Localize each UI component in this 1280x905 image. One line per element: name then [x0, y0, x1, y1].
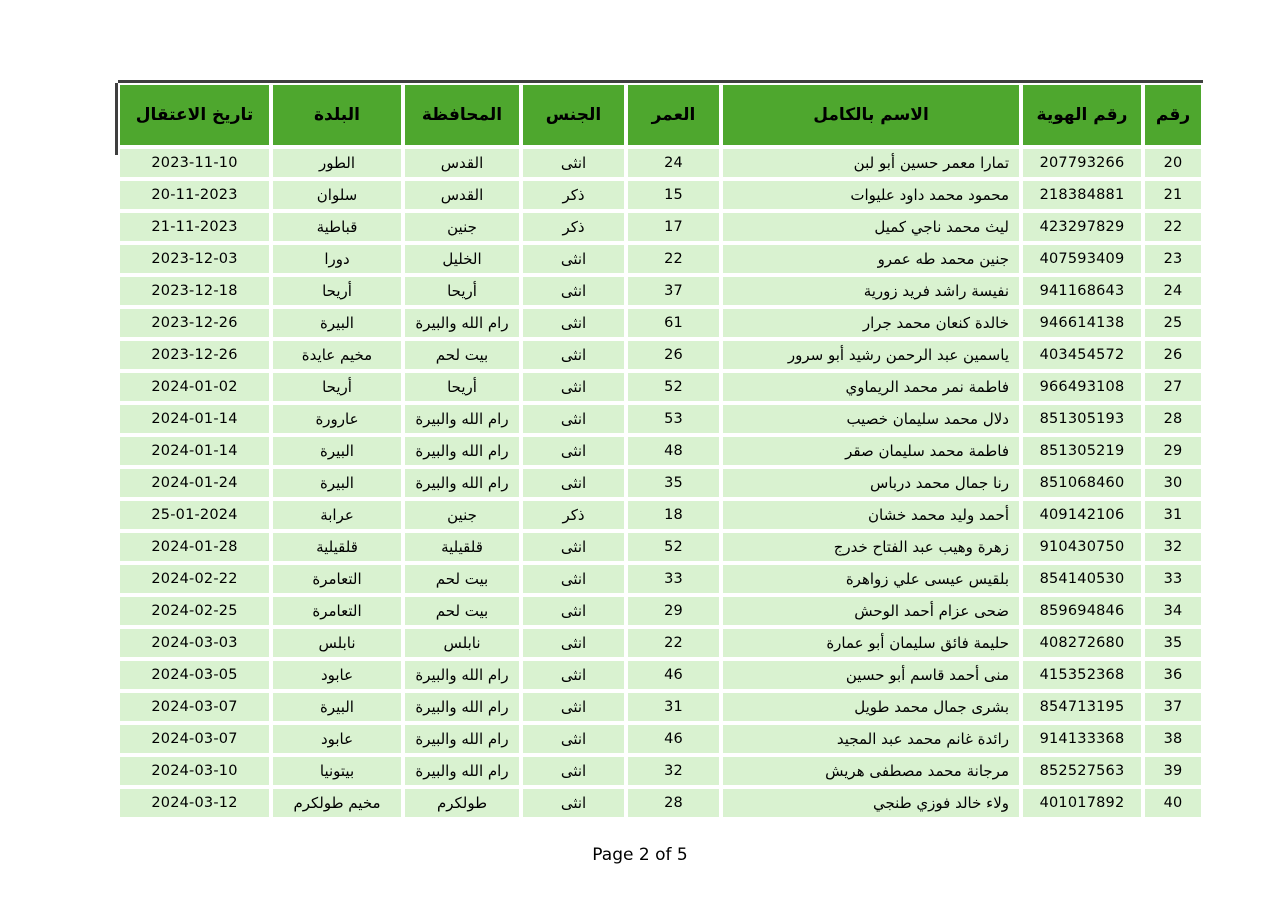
cell-name: حليمة فائق سليمان أبو عمارة — [721, 627, 1021, 659]
cell-governorate: رام الله والبيرة — [403, 435, 521, 467]
cell-num: 30 — [1143, 467, 1203, 499]
cell-town: أريحا — [271, 275, 403, 307]
cell-gender: انثى — [521, 403, 626, 435]
cell-town: مخيم عايدة — [271, 339, 403, 371]
cell-num: 32 — [1143, 531, 1203, 563]
cell-age: 17 — [626, 211, 721, 243]
cell-date: 2024-03-07 — [118, 691, 271, 723]
cell-name: تمارا معمر حسين أبو لبن — [721, 147, 1021, 179]
header-cell-gender: الجنس — [521, 83, 626, 147]
cell-num: 29 — [1143, 435, 1203, 467]
cell-gender: ذكر — [521, 499, 626, 531]
cell-id: 408272680 — [1021, 627, 1143, 659]
cell-town: نابلس — [271, 627, 403, 659]
cell-name: زهرة وهيب عبد الفتاح خدرج — [721, 531, 1021, 563]
cell-gender: انثى — [521, 307, 626, 339]
cell-id: 946614138 — [1021, 307, 1143, 339]
cell-gender: انثى — [521, 627, 626, 659]
cell-gender: انثى — [521, 723, 626, 755]
cell-age: 22 — [626, 627, 721, 659]
page-number-footer: Page 2 of 5 — [592, 845, 688, 865]
cell-id: 854713195 — [1021, 691, 1143, 723]
cell-town: البيرة — [271, 467, 403, 499]
cell-age: 29 — [626, 595, 721, 627]
cell-gender: انثى — [521, 691, 626, 723]
table-row — [118, 211, 1203, 243]
cell-date: 2024-03-07 — [118, 723, 271, 755]
cell-num: 36 — [1143, 659, 1203, 691]
cell-date: 2023-12-26 — [118, 307, 271, 339]
cell-date: 2023-12-03 — [118, 243, 271, 275]
cell-id: 941168643 — [1021, 275, 1143, 307]
cell-town: بيتونيا — [271, 755, 403, 787]
cell-num: 39 — [1143, 755, 1203, 787]
table-row — [118, 147, 1203, 179]
cell-id: 851305193 — [1021, 403, 1143, 435]
cell-governorate: رام الله والبيرة — [403, 307, 521, 339]
cell-num: 26 — [1143, 339, 1203, 371]
cell-governorate: بيت لحم — [403, 339, 521, 371]
cell-id: 207793266 — [1021, 147, 1143, 179]
cell-age: 48 — [626, 435, 721, 467]
cell-governorate: رام الله والبيرة — [403, 403, 521, 435]
cell-name: بلقيس عيسى علي زواهرة — [721, 563, 1021, 595]
header-row — [118, 83, 1203, 147]
cell-governorate: بيت لحم — [403, 595, 521, 627]
table-row — [118, 787, 1203, 819]
cell-num: 21 — [1143, 179, 1203, 211]
cell-age: 15 — [626, 179, 721, 211]
cell-name: خالدة كنعان محمد جرار — [721, 307, 1021, 339]
cell-date: 2024-01-28 — [118, 531, 271, 563]
cell-num: 35 — [1143, 627, 1203, 659]
cell-governorate: جنين — [403, 499, 521, 531]
cell-num: 25 — [1143, 307, 1203, 339]
cell-name: أحمد وليد محمد خشان — [721, 499, 1021, 531]
cell-num: 31 — [1143, 499, 1203, 531]
cell-age: 22 — [626, 243, 721, 275]
cell-town: قلقيلية — [271, 531, 403, 563]
cell-id: 854140530 — [1021, 563, 1143, 595]
table-row — [118, 563, 1203, 595]
cell-town: أريحا — [271, 371, 403, 403]
cell-num: 20 — [1143, 147, 1203, 179]
cell-age: 18 — [626, 499, 721, 531]
table-row — [118, 691, 1203, 723]
cell-governorate: قلقيلية — [403, 531, 521, 563]
cell-age: 61 — [626, 307, 721, 339]
cell-governorate: رام الله والبيرة — [403, 755, 521, 787]
table-row — [118, 179, 1203, 211]
cell-date: 2023-12-26 — [118, 339, 271, 371]
table-row — [118, 531, 1203, 563]
cell-governorate: نابلس — [403, 627, 521, 659]
table-row — [118, 339, 1203, 371]
cell-date: 2024-01-24 — [118, 467, 271, 499]
cell-name: ياسمين عبد الرحمن رشيد أبو سرور — [721, 339, 1021, 371]
cell-num: 22 — [1143, 211, 1203, 243]
cell-age: 46 — [626, 659, 721, 691]
cell-num: 27 — [1143, 371, 1203, 403]
cell-gender: انثى — [521, 243, 626, 275]
cell-town: عرابة — [271, 499, 403, 531]
cell-age: 52 — [626, 371, 721, 403]
cell-name: رائدة غانم محمد عبد المجيد — [721, 723, 1021, 755]
cell-name: ضحى عزام أحمد الوحش — [721, 595, 1021, 627]
cell-governorate: طولكرم — [403, 787, 521, 819]
cell-num: 40 — [1143, 787, 1203, 819]
cell-gender: ذكر — [521, 211, 626, 243]
cell-town: التعامرة — [271, 563, 403, 595]
cell-id: 409142106 — [1021, 499, 1143, 531]
cell-id: 852527563 — [1021, 755, 1143, 787]
cell-num: 24 — [1143, 275, 1203, 307]
cell-date: 20-11-2023 — [118, 179, 271, 211]
table-row — [118, 595, 1203, 627]
header-cell-id: رقم الهوية — [1021, 83, 1143, 147]
cell-name: محمود محمد داود عليوات — [721, 179, 1021, 211]
cell-town: سلوان — [271, 179, 403, 211]
cell-governorate: جنين — [403, 211, 521, 243]
cell-id: 851068460 — [1021, 467, 1143, 499]
cell-name: فاطمة نمر محمد الريماوي — [721, 371, 1021, 403]
cell-name: نفيسة راشد فريد زورية — [721, 275, 1021, 307]
cell-gender: انثى — [521, 435, 626, 467]
cell-date: 2023-12-18 — [118, 275, 271, 307]
cell-name: ليث محمد ناجي كميل — [721, 211, 1021, 243]
cell-town: قباطية — [271, 211, 403, 243]
cell-name: جنين محمد طه عمرو — [721, 243, 1021, 275]
cell-age: 31 — [626, 691, 721, 723]
cell-date: 25-01-2024 — [118, 499, 271, 531]
cell-id: 910430750 — [1021, 531, 1143, 563]
cell-town: الطور — [271, 147, 403, 179]
cell-date: 2024-02-22 — [118, 563, 271, 595]
cell-name: مرجانة محمد مصطفى هريش — [721, 755, 1021, 787]
cell-date: 2023-11-10 — [118, 147, 271, 179]
cell-governorate: أريحا — [403, 275, 521, 307]
cell-governorate: أريحا — [403, 371, 521, 403]
table-body — [118, 147, 1203, 819]
cell-date: 2024-03-12 — [118, 787, 271, 819]
cell-id: 415352368 — [1021, 659, 1143, 691]
cell-town: التعامرة — [271, 595, 403, 627]
cell-name: ولاء خالد فوزي طنجي — [721, 787, 1021, 819]
cell-num: 33 — [1143, 563, 1203, 595]
cell-governorate: رام الله والبيرة — [403, 691, 521, 723]
cell-date: 2024-03-10 — [118, 755, 271, 787]
header-cell-age: العمر — [626, 83, 721, 147]
cell-age: 32 — [626, 755, 721, 787]
table-row — [118, 275, 1203, 307]
cell-date: 2024-03-05 — [118, 659, 271, 691]
cell-gender: انثى — [521, 147, 626, 179]
cell-town: دورا — [271, 243, 403, 275]
cell-id: 851305219 — [1021, 435, 1143, 467]
cell-town: عابود — [271, 723, 403, 755]
table-row — [118, 659, 1203, 691]
cell-num: 34 — [1143, 595, 1203, 627]
cell-num: 37 — [1143, 691, 1203, 723]
header-cell-date: تاريخ الاعتقال — [118, 83, 271, 147]
cell-date: 2024-01-14 — [118, 403, 271, 435]
cell-town: البيرة — [271, 307, 403, 339]
cell-gender: انثى — [521, 339, 626, 371]
cell-gender: انثى — [521, 467, 626, 499]
cell-id: 914133368 — [1021, 723, 1143, 755]
header-cell-town: البلدة — [271, 83, 403, 147]
cell-id: 859694846 — [1021, 595, 1143, 627]
cell-governorate: رام الله والبيرة — [403, 467, 521, 499]
header-cell-governorate: المحافظة — [403, 83, 521, 147]
table-row — [118, 307, 1203, 339]
cell-age: 52 — [626, 531, 721, 563]
table-row — [118, 467, 1203, 499]
table-row — [118, 499, 1203, 531]
header-cell-num: رقم — [1143, 83, 1203, 147]
cell-date: 2024-02-25 — [118, 595, 271, 627]
cell-date: 2024-01-02 — [118, 371, 271, 403]
cell-gender: انثى — [521, 595, 626, 627]
cell-name: منى أحمد قاسم أبو حسين — [721, 659, 1021, 691]
cell-town: البيرة — [271, 691, 403, 723]
cell-age: 33 — [626, 563, 721, 595]
cell-age: 24 — [626, 147, 721, 179]
cell-town: عابود — [271, 659, 403, 691]
cell-num: 28 — [1143, 403, 1203, 435]
table-row — [118, 723, 1203, 755]
table-row — [118, 243, 1203, 275]
table-row — [118, 371, 1203, 403]
cell-town: عارورة — [271, 403, 403, 435]
cell-date: 2024-03-03 — [118, 627, 271, 659]
cell-name: بشرى جمال محمد طويل — [721, 691, 1021, 723]
cell-name: دلال محمد سليمان خصيب — [721, 403, 1021, 435]
cell-date: 21-11-2023 — [118, 211, 271, 243]
cell-gender: انثى — [521, 371, 626, 403]
cell-date: 2024-01-14 — [118, 435, 271, 467]
cell-name: فاطمة محمد سليمان صقر — [721, 435, 1021, 467]
cell-id: 423297829 — [1021, 211, 1143, 243]
cell-age: 53 — [626, 403, 721, 435]
cell-governorate: القدس — [403, 179, 521, 211]
cell-age: 26 — [626, 339, 721, 371]
cell-age: 28 — [626, 787, 721, 819]
cell-age: 35 — [626, 467, 721, 499]
cell-num: 38 — [1143, 723, 1203, 755]
cell-name: رنا جمال محمد درباس — [721, 467, 1021, 499]
cell-gender: انثى — [521, 787, 626, 819]
cell-governorate: الخليل — [403, 243, 521, 275]
cell-governorate: بيت لحم — [403, 563, 521, 595]
cell-governorate: القدس — [403, 147, 521, 179]
table-row — [118, 755, 1203, 787]
header-cell-name: الاسم بالكامل — [721, 83, 1021, 147]
cell-town: البيرة — [271, 435, 403, 467]
table-row — [118, 403, 1203, 435]
cell-id: 403454572 — [1021, 339, 1143, 371]
cell-id: 966493108 — [1021, 371, 1143, 403]
cell-gender: انثى — [521, 275, 626, 307]
table-row — [118, 627, 1203, 659]
cell-gender: ذكر — [521, 179, 626, 211]
cell-town: مخيم طولكرم — [271, 787, 403, 819]
table-row — [118, 435, 1203, 467]
cell-gender: انثى — [521, 531, 626, 563]
cell-gender: انثى — [521, 659, 626, 691]
cell-age: 46 — [626, 723, 721, 755]
detainees-table-container — [118, 80, 1203, 819]
cell-governorate: رام الله والبيرة — [403, 659, 521, 691]
cell-gender: انثى — [521, 755, 626, 787]
cell-id: 401017892 — [1021, 787, 1143, 819]
cell-num: 23 — [1143, 243, 1203, 275]
cell-id: 407593409 — [1021, 243, 1143, 275]
cell-gender: انثى — [521, 563, 626, 595]
cell-id: 218384881 — [1021, 179, 1143, 211]
cell-governorate: رام الله والبيرة — [403, 723, 521, 755]
cell-age: 37 — [626, 275, 721, 307]
detainees-table — [118, 83, 1203, 819]
